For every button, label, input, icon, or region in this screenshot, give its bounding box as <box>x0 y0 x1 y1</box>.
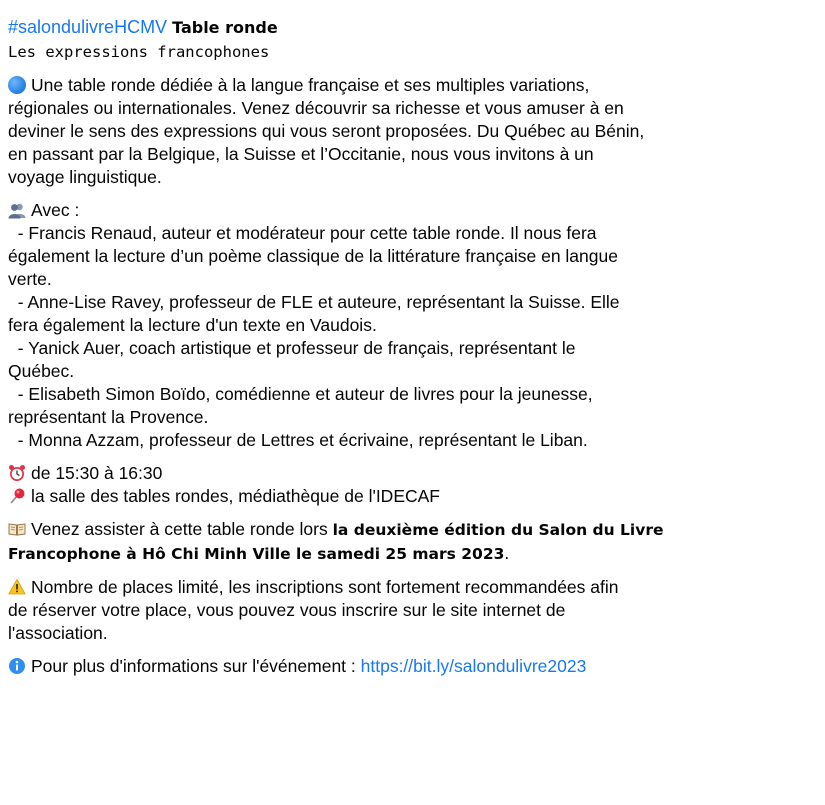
post-header <box>8 15 818 40</box>
guest-line: verte. <box>8 269 52 289</box>
warning-icon <box>8 578 26 596</box>
intro-line: voyage linguistique. <box>8 167 162 187</box>
attend-text: Venez assister à cette table ronde lors <box>31 519 333 539</box>
post-title: Table ronde <box>172 18 278 37</box>
intro-line: régionales ou internationales. Venez découvrir sa richesse et vous amuser à en <box>8 98 624 118</box>
info-paragraph <box>8 655 818 678</box>
guest-line: - Monna Azzam, professeur de Lettres et écrivaine, représentant le Liban. <box>8 430 588 450</box>
blue-circle-icon <box>8 76 26 94</box>
post-subtitle: Les expressions francophones <box>8 43 270 61</box>
alarm-clock-icon <box>8 464 26 482</box>
schedule-paragraph <box>8 462 818 508</box>
warning-line: l'association. <box>8 623 108 643</box>
guest-line: - Anne-Lise Ravey, professeur de FLE et auteure, représentant la Suisse. Elle <box>8 292 620 312</box>
attend-suffix: . <box>504 543 510 563</box>
guest-line: représentant la Provence. <box>8 407 209 427</box>
attend-highlight: la deuxième édition du Salon du Livre <box>332 521 664 539</box>
guest-line: - Francis Renaud, auteur et modérateur pour cette table ronde. Il nous fera <box>8 223 597 243</box>
pushpin-icon <box>8 487 26 505</box>
intro-line: deviner le sens des expressions qui vous seront proposées. Du Québec au Bénin, <box>8 121 645 141</box>
avec-label: Avec : <box>31 200 80 220</box>
guest-line: également la lecture d’un poème classique de la littérature française en langue <box>8 246 618 266</box>
guest-line: Québec. <box>8 361 75 381</box>
guest-line: - Elisabeth Simon Boïdo, comédienne et auteur de livres pour la jeunesse, <box>8 384 593 404</box>
intro-paragraph <box>8 74 818 189</box>
warning-line: Nombre de places limité, les inscriptions sont fortement recommandées afin <box>31 577 619 597</box>
guest-line: fera également la lecture d'un texte en Vaudois. <box>8 315 377 335</box>
warning-line: de réserver votre place, vous pouvez vous inscrire sur le site internet de <box>8 600 566 620</box>
intro-line: en passant par la Belgique, la Suisse et l’Occitanie, nous vous invitons à un <box>8 144 594 164</box>
post-body <box>8 15 818 688</box>
event-time: de 15:30 à 16:30 <box>31 463 163 483</box>
guests-paragraph <box>8 199 818 452</box>
people-icon <box>8 201 26 219</box>
hashtag-link[interactable]: #salondulivreHCMV <box>8 17 168 37</box>
guest-line: - Yanick Auer, coach artistique et professeur de français, représentant le <box>8 338 576 358</box>
warning-paragraph <box>8 576 818 645</box>
open-book-icon <box>8 520 26 538</box>
attend-highlight: Francophone à Hô Chi Minh Ville le samedi 25 mars 2023 <box>8 545 505 563</box>
info-icon <box>8 657 26 675</box>
info-text: Pour plus d'informations sur l'événement : <box>31 656 361 676</box>
attend-paragraph <box>8 518 818 566</box>
intro-line: Une table ronde dédiée à la langue française et ses multiples variations, <box>31 75 590 95</box>
event-link[interactable]: https://bit.ly/salondulivre2023 <box>360 656 587 676</box>
event-location: la salle des tables rondes, médiathèque de l'IDECAF <box>31 486 440 506</box>
